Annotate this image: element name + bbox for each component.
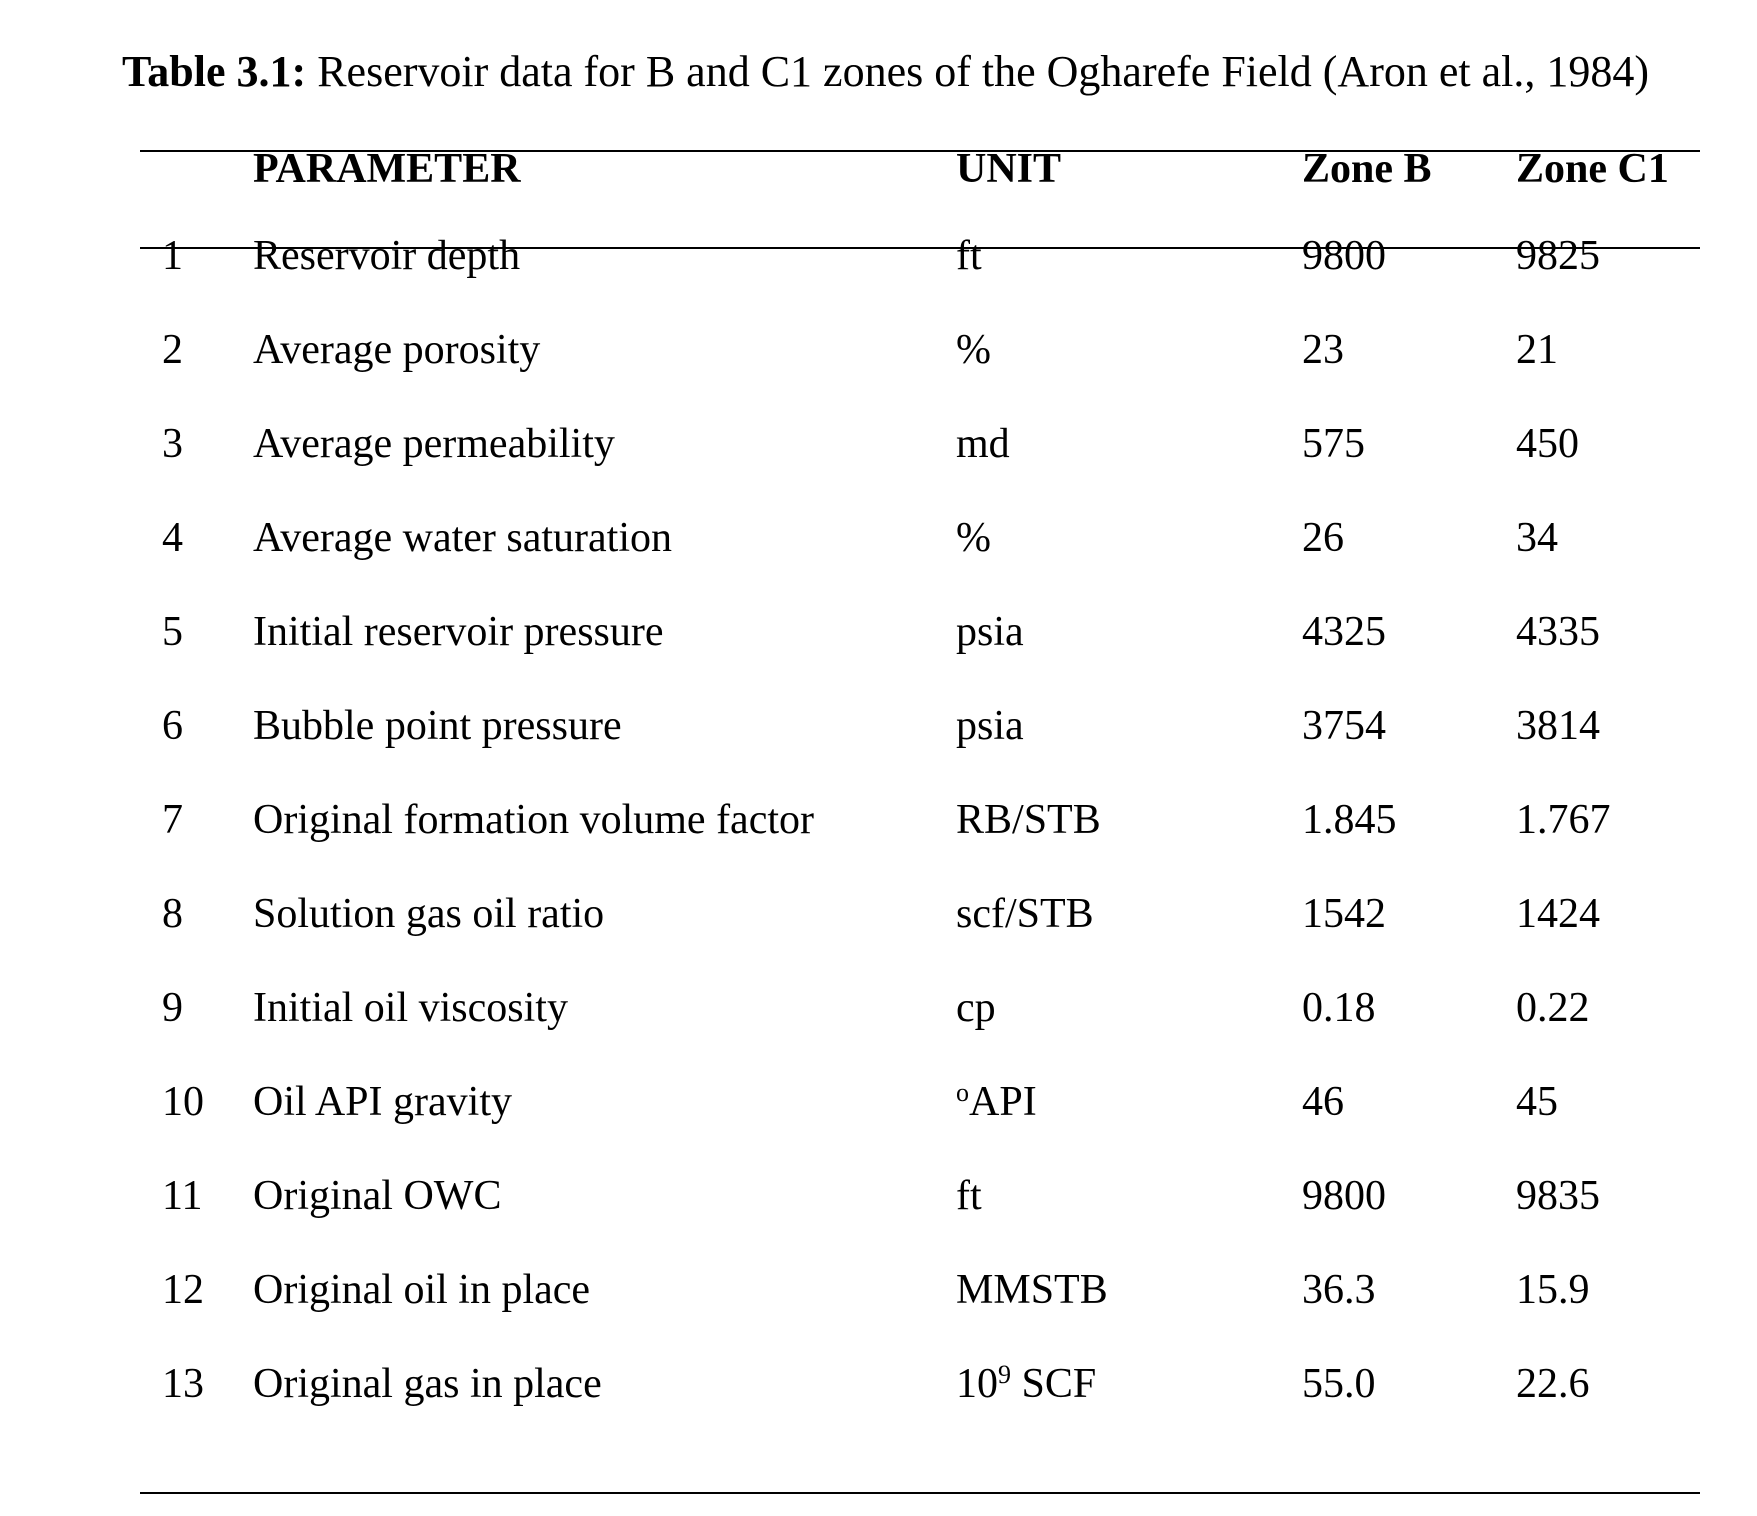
row-zone-c1: 22.6 — [1516, 1361, 1590, 1407]
row-parameter: Average porosity — [253, 327, 541, 373]
row-parameter: Oil API gravity — [253, 1079, 512, 1125]
row-number: 13 — [162, 1361, 204, 1407]
row-zone-c1: 21 — [1516, 327, 1558, 373]
row-unit-base: 10 — [956, 1361, 998, 1407]
row-parameter: Solution gas oil ratio — [253, 891, 605, 937]
row-parameter: Initial reservoir pressure — [253, 609, 664, 655]
row-parameter: Original OWC — [253, 1173, 502, 1219]
row-zone-b: 4325 — [1302, 609, 1386, 655]
row-zone-b: 575 — [1302, 421, 1365, 467]
row-unit — [956, 1072, 1037, 1132]
row-zone-b: 55.0 — [1302, 1361, 1376, 1407]
row-unit — [956, 1354, 1096, 1414]
row-unit: ft — [956, 1173, 982, 1219]
row-zone-b: 23 — [1302, 327, 1344, 373]
table-row — [140, 226, 1700, 286]
row-unit: psia — [956, 609, 1024, 655]
row-zone-c1: 0.22 — [1516, 985, 1590, 1031]
row-unit: ft — [956, 233, 982, 279]
row-unit: scf/STB — [956, 891, 1094, 937]
row-number: 5 — [162, 609, 183, 655]
header-zone-c1: Zone C1 — [1516, 146, 1669, 192]
row-number: 7 — [162, 797, 183, 843]
row-zone-b: 1.845 — [1302, 797, 1397, 843]
degree-superscript: o — [956, 1078, 969, 1107]
row-zone-c1: 9835 — [1516, 1173, 1600, 1219]
row-zone-b: 1542 — [1302, 891, 1386, 937]
row-parameter: Initial oil viscosity — [253, 985, 568, 1031]
row-zone-b: 36.3 — [1302, 1267, 1376, 1313]
row-zone-c1: 34 — [1516, 515, 1558, 561]
row-number: 9 — [162, 985, 183, 1031]
row-zone-c1: 4335 — [1516, 609, 1600, 655]
exponent-superscript: 9 — [998, 1360, 1011, 1389]
row-zone-b: 0.18 — [1302, 985, 1376, 1031]
row-zone-c1: 15.9 — [1516, 1267, 1590, 1313]
table-row — [140, 1166, 1700, 1226]
header-parameter: PARAMETER — [253, 146, 521, 192]
row-parameter: Bubble point pressure — [253, 703, 622, 749]
table-row — [140, 1354, 1700, 1414]
row-number: 8 — [162, 891, 183, 937]
row-parameter: Original gas in place — [253, 1361, 602, 1407]
row-zone-c1: 1.767 — [1516, 797, 1611, 843]
row-zone-c1: 3814 — [1516, 703, 1600, 749]
row-number: 2 — [162, 327, 183, 373]
row-zone-b: 26 — [1302, 515, 1344, 561]
row-unit: psia — [956, 703, 1024, 749]
table-row — [140, 884, 1700, 944]
row-zone-b: 46 — [1302, 1079, 1344, 1125]
row-parameter: Average water saturation — [253, 515, 673, 561]
table-row — [140, 1072, 1700, 1132]
row-unit-text: API — [969, 1079, 1037, 1125]
row-parameter: Average permeability — [253, 421, 615, 467]
row-unit: RB/STB — [956, 797, 1101, 843]
row-number: 12 — [162, 1267, 204, 1313]
table-bottom-rule — [140, 1492, 1700, 1494]
row-parameter: Original formation volume factor — [253, 797, 814, 843]
row-number: 6 — [162, 703, 183, 749]
table-row — [140, 508, 1700, 568]
header-unit: UNIT — [956, 146, 1062, 192]
row-number: 11 — [162, 1173, 203, 1219]
row-zone-c1: 9825 — [1516, 233, 1600, 279]
table-header-row — [140, 139, 1700, 199]
row-unit-text: SCF — [1011, 1361, 1097, 1407]
header-zone-b: Zone B — [1302, 146, 1432, 192]
row-zone-b: 3754 — [1302, 703, 1386, 749]
row-number: 3 — [162, 421, 183, 467]
row-unit: MMSTB — [956, 1267, 1108, 1313]
table-row — [140, 790, 1700, 850]
row-unit: % — [956, 327, 991, 373]
table-row — [140, 320, 1700, 380]
table-caption — [122, 42, 1722, 102]
row-number: 1 — [162, 233, 183, 279]
row-parameter: Reservoir depth — [253, 233, 521, 279]
row-zone-c1: 45 — [1516, 1079, 1558, 1125]
row-number: 4 — [162, 515, 183, 561]
table-row — [140, 978, 1700, 1038]
table-caption-text: Reservoir data for B and C1 zones of the Ogharefe Field (Aron et al., 1984) — [306, 47, 1650, 96]
row-number: 10 — [162, 1079, 204, 1125]
row-zone-b: 9800 — [1302, 1173, 1386, 1219]
row-parameter: Original oil in place — [253, 1267, 591, 1313]
row-unit: cp — [956, 985, 996, 1031]
table-row — [140, 602, 1700, 662]
row-zone-c1: 1424 — [1516, 891, 1600, 937]
row-unit: md — [956, 421, 1010, 467]
row-unit: % — [956, 515, 991, 561]
row-zone-c1: 450 — [1516, 421, 1579, 467]
table-caption-label: Table 3.1: — [122, 47, 307, 96]
row-zone-b: 9800 — [1302, 233, 1386, 279]
table-row — [140, 696, 1700, 756]
table-row — [140, 1260, 1700, 1320]
table-row — [140, 414, 1700, 474]
